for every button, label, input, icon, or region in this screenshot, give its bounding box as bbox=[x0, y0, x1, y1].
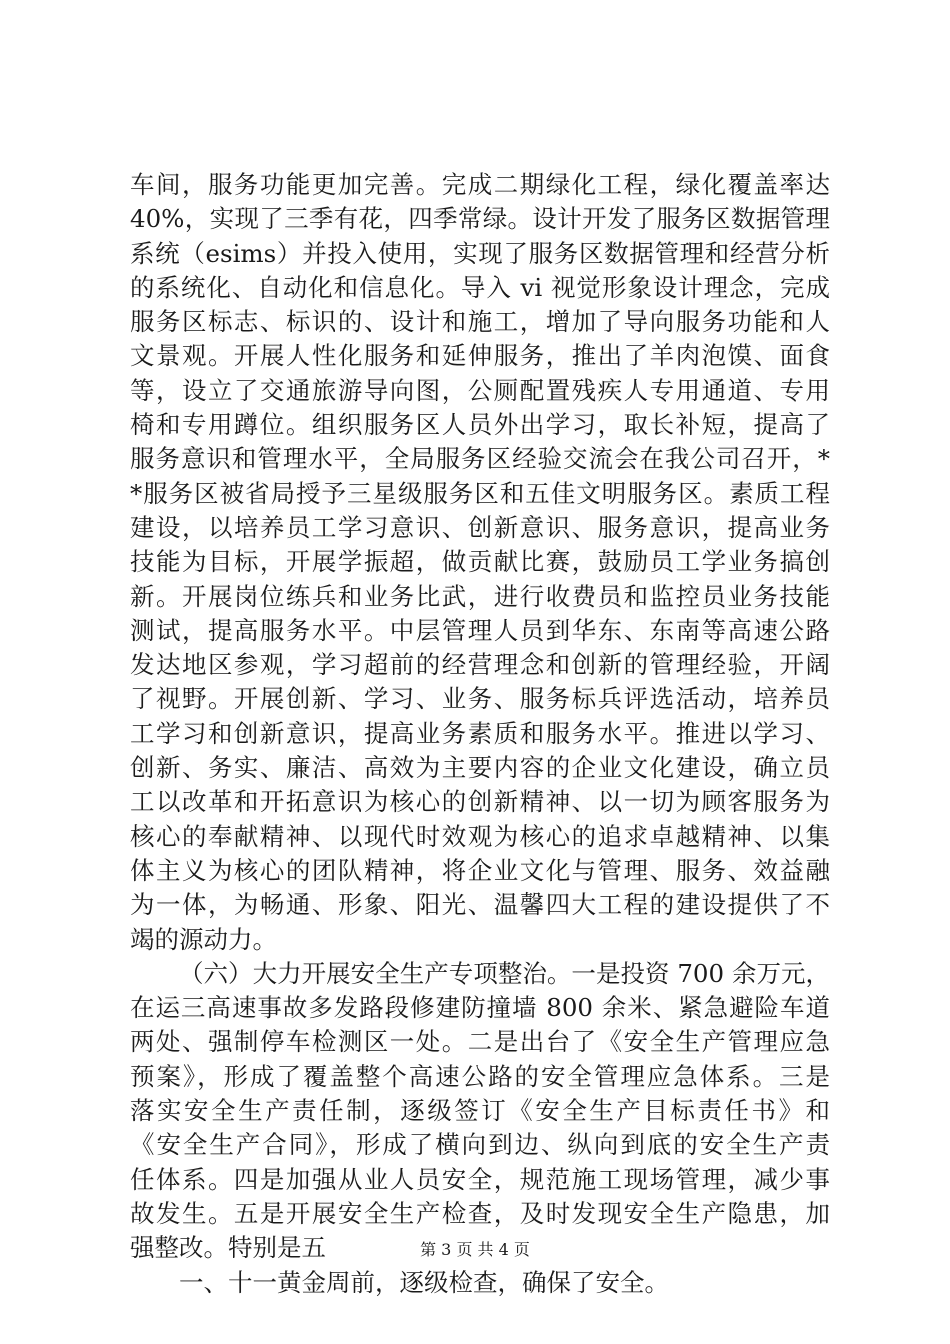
text-line: 新。开展岗位练兵和业务比武，进行收费员和监控员业务技能 bbox=[130, 581, 830, 611]
text-line: 体主义为核心的团队精神，将企业文化与管理、服务、效益融 bbox=[130, 855, 830, 885]
text-line: 服务区标志、标识的、设计和施工，增加了导向服务功能和人 bbox=[130, 307, 830, 337]
text-line: 创新、务实、廉洁、高效为主要内容的企业文化建设，确立员 bbox=[130, 753, 830, 783]
text-line: 竭的源动力。 bbox=[130, 924, 277, 954]
page-footer bbox=[0, 1240, 950, 1260]
text-line: *服务区被省局授予三星级服务区和五佳文明服务区。素质工程 bbox=[130, 478, 830, 508]
text-line: 在运三高速事故多发路段修建防撞墙 800 余米、紧急避险车道 bbox=[130, 993, 830, 1023]
text-line: （六）大力开展安全生产专项整治。一是投资 700 余万元， bbox=[179, 958, 830, 988]
text-line: 落实安全生产责任制，逐级签订《安全生产目标责任书》和 bbox=[130, 1096, 830, 1126]
text-line: 建设，以培养员工学习意识、创新意识、服务意识，提高业务 bbox=[130, 512, 830, 542]
page-number: 第 3 页 共 4 页 bbox=[420, 1240, 530, 1259]
text-line: 任体系。四是加强从业人员安全，规范施工现场管理，减少事 bbox=[130, 1164, 830, 1194]
text-line: 车间，服务功能更加完善。完成二期绿化工程，绿化覆盖率达 bbox=[130, 170, 830, 199]
text-line: 发达地区参观，学习超前的经营理念和创新的管理经验，开阔 bbox=[130, 650, 830, 680]
text-line: 文景观。开展人性化服务和延伸服务，推出了羊肉泡馍、面食 bbox=[130, 341, 830, 371]
text-line: 椅和专用蹲位。组织服务区人员外出学习，取长补短，提高了 bbox=[130, 410, 830, 440]
text-line: 工以改革和开拓意识为核心的创新精神、以一切为顾客服务为 bbox=[130, 787, 830, 817]
document-body bbox=[130, 168, 830, 1300]
text-line: 的系统化、自动化和信息化。导入 vi 视觉形象设计理念，完成 bbox=[130, 272, 830, 302]
text-line: 《安全生产合同》，形成了横向到边、纵向到底的安全生产责 bbox=[130, 1130, 830, 1160]
text-line: 系统（esims）并投入使用，实现了服务区数据管理和经营分析 bbox=[130, 238, 830, 268]
text-line: 为一体，为畅通、形象、阳光、温馨四大工程的建设提供了不 bbox=[130, 890, 830, 920]
text-line: 测试，提高服务水平。中层管理人员到华东、东南等高速公路 bbox=[130, 615, 830, 645]
text-line: 预案》，形成了覆盖整个高速公路的安全管理应急体系。三是 bbox=[130, 1061, 830, 1091]
text-line: 技能为目标，开展学振超，做贡献比赛，鼓励员工学业务搞创 bbox=[130, 547, 830, 577]
text-line: 两处、强制停车检测区一处。二是出台了《安全生产管理应急 bbox=[130, 1027, 830, 1057]
text-line: 核心的奉献精神、以现代时效观为核心的追求卓越精神、以集 bbox=[130, 821, 830, 851]
text-line: 工学习和创新意识，提高业务素质和服务水平。推进以学习、 bbox=[130, 718, 830, 748]
text-line: 等，设立了交通旅游导向图，公厕配置残疾人专用通道、专用 bbox=[130, 375, 830, 405]
text-line: 强整改。特别是五 bbox=[130, 1233, 326, 1263]
text-line: 服务意识和管理水平，全局服务区经验交流会在我公司召开，* bbox=[130, 444, 830, 474]
text-line: 了视野。开展创新、学习、业务、服务标兵评选活动，培养员 bbox=[130, 684, 830, 714]
text-line: 一、十一黄金周前，逐级检查，确保了安全。 bbox=[179, 1267, 669, 1297]
text-line: 40%，实现了三季有花，四季常绿。设计开发了服务区数据管理 bbox=[130, 204, 830, 234]
text-line: 故发生。五是开展安全生产检查，及时发现安全生产隐患，加 bbox=[130, 1198, 830, 1228]
